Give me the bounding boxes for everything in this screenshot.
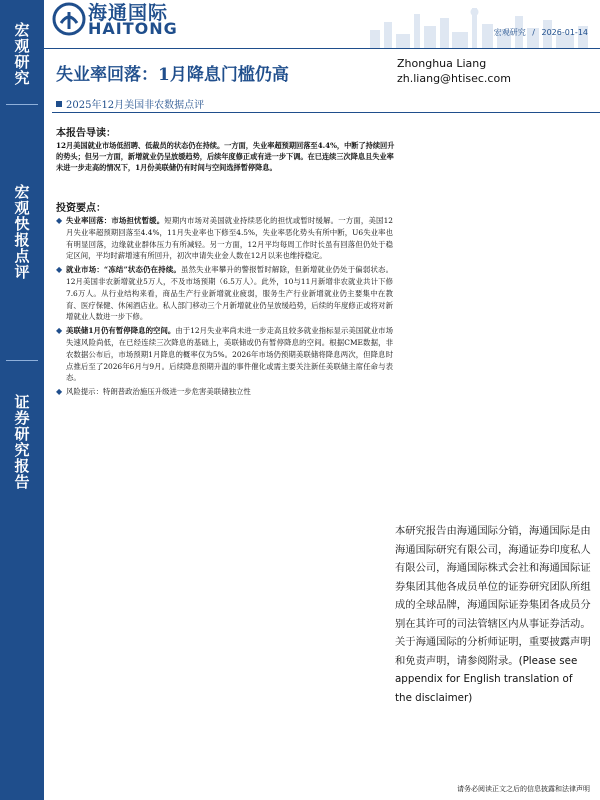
list-item [56,264,393,323]
list-item [56,215,393,262]
sidebar-divider [6,360,38,361]
guide-text: 12月美国就业市场低招聘、低裁员的状态仍在持续。一方面，失业率超预期回落至4.4%，中断了持续回升的势头；但另一方面，新增就业仍呈放缓趋势，后续年度修正或有进一步下调。在已连续三次降息且失业率未进一步走高的情况下，1月份美联储仍有时间与空间选择暂停降息。 [56,141,395,172]
header-date: 2026-01-14 [541,28,588,37]
sidebar-divider [6,104,38,105]
list-item [56,386,393,398]
sidebar-label-securities-report: 证券研究报告 [12,394,31,490]
header-separator: / [532,28,535,37]
disclaimer-english: (Please see appendix for English translation of the disclaimer) [395,654,578,704]
header-meta [490,27,588,38]
risk-warning-text: 风险提示：特朗普政治施压升级进一步危害美联储独立性 [66,387,251,397]
subtitle-text: 2025年12月美国非农数据点评 [66,100,205,111]
guide-heading: 本报告导读： [56,128,116,139]
point-text: 由于12月失业率尚未进一步走高且较多就业指标显示美国就业市场失速风险尚低，在已经连续三次降息的基础上，美联储或仍有暂停降息的空间。根据CME数据，非农数据公布后，市场预期1月降息的概率仅为5%。2026年市场仍预期美联储将降息两次，但降息时点推后至了2026年6月与9月。后续降息预期升温的事件催化或需主要关注新任美联储主席任命与表态。 [66,326,393,383]
section-rule [52,112,600,113]
investment-heading: 投资要点： [56,203,106,214]
point-text: 虽然失业率攀升的警报暂时解除，但新增就业仍处于偏弱状态。12月美国非农新增就业5万人，不及市场预期（6.5万人）。此外，10与11月新增非农就业共计下修7.6万人。从行业结构来看，商品生产行业新增就业疲弱，服务生产行业新增就业仍主要集中在教育、医疗保健、休闲酒店业。私人部门移动三个月新增就业仍呈放缓趋势，后续的年度修正或将对新增就业人数进一步下修。 [66,265,393,322]
square-bullet-icon [56,101,62,107]
skyline-graphic [340,0,600,48]
haitong-logo-icon [52,2,86,36]
report-title: 失业率回落：1月降息门槛仍高 [56,65,289,85]
point-lead: 就业市场：“冻结”状态仍在持续。 [66,265,181,275]
diamond-bullet-icon: ◆ [56,265,63,275]
report-subtitle [56,96,204,111]
diamond-bullet-icon: ◆ [56,216,63,225]
author-name: Zhonghua Liang [397,57,487,70]
sidebar-label-flash-review: 宏观快报点评 [12,184,31,280]
left-sidebar [0,0,44,800]
diamond-bullet-icon: ◆ [56,387,63,397]
point-text: 短期内市场对美国就业持续恶化的担忧或暂时缓解。一方面，美国12月失业率超预期回落至4.4%，11月失业率也下修至4.5%，失业率恶化势头有所中断，U6失业率也有明显回落，边缘就业群体压力有所减轻。另一方面，12月平均每周工作时长虽有回落但仍处于稳定区间，平均时薪增速有所回升，初次申请失业金人数在12月以来也维持稳定。 [66,216,393,261]
header-rule [44,48,600,49]
list-item [56,325,393,384]
investment-points [56,215,393,400]
disclaimer-block [395,522,591,707]
point-lead: 美联储1月仍有暂停降息的空间。 [66,326,176,336]
point-lead: 失业率回落：市场担忧暂缓。 [66,216,165,225]
author-email[interactable]: zh.liang@htisec.com [397,72,511,85]
footer-note: 请务必阅读正文之后的信息披露和法律声明 [457,785,590,793]
sidebar-label-research: 宏观研究 [12,22,31,86]
author-block [397,56,511,86]
diamond-bullet-icon: ◆ [56,326,63,336]
logo-chinese-name: 海通国际 [88,2,169,24]
header-category: 宏观研究 [493,28,526,37]
logo-english-name: HAITONG [88,19,178,38]
disclaimer-chinese: 本研究报告由海通国际分销，海通国际是由海通国际研究有限公司，海通证券印度私人有限公司，海通国际株式会社和海通国际证券集团其他各成员单位的证券研究团队所组成的全球品牌，海通国际证券集团各成员分别在其许可的司法管辖区内从事证券活动。关于海通国际的分析师证明，重要披露声明和免责声明，请参阅附录。 [395,525,591,667]
